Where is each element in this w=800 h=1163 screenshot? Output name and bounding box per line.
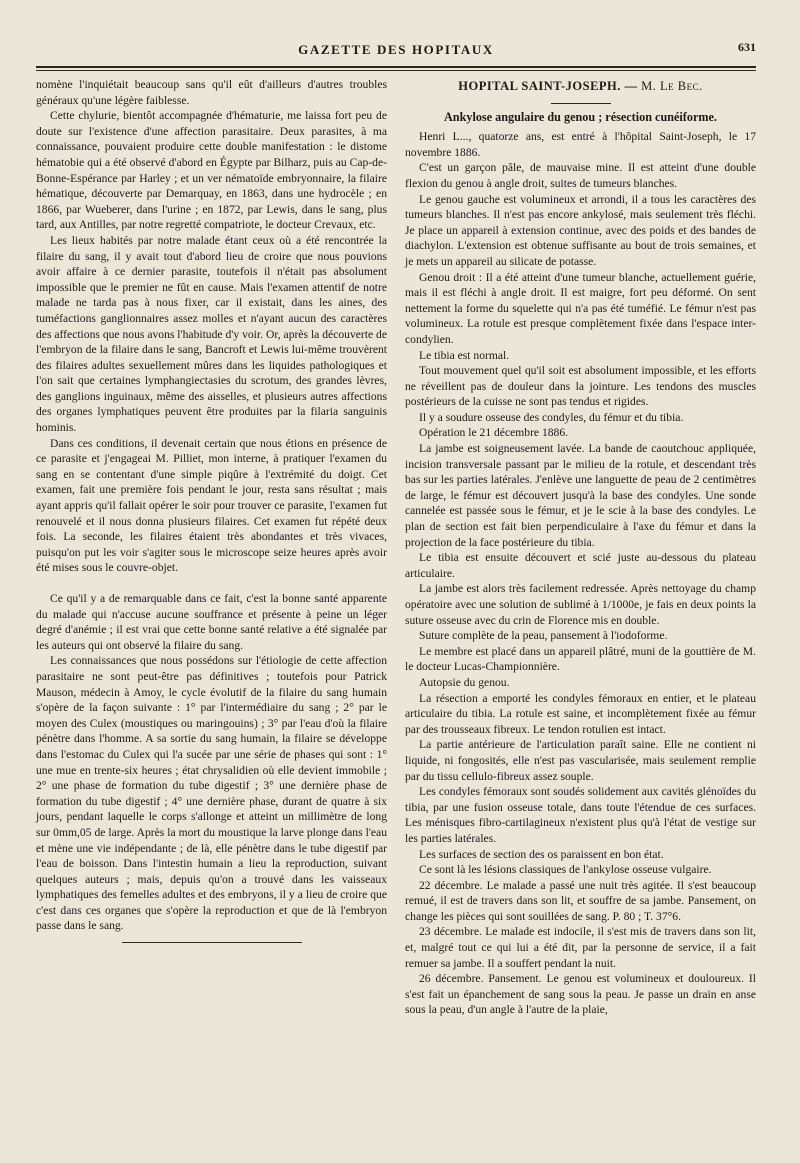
paragraph: Ce sont là les lésions classiques de l'ankylose osseuse vulgaire.: [419, 863, 712, 877]
paragraph: Cette chylurie, bientôt accompagnée d'hématurie, me laissa fort peu de doute sur l'existence d'une affection parasitaire. Deux parasites, à ma connaissance, pouvaient produire cette double manifestation : le distome hématobie qui a été observé d'abord en Égypte par Bilharz, puis au Cap-de-Bonne-Espérance par Harley ; et un ver nématoïde embryonnaire, la filaire hématique, découverte par Demarquay, en 1863, dans une hydrocèle ; en 1866, par Wueberer, dans l'urine ; en 1872, par Lewis, dans le sang, plus tard, aux Antilles, par notre regretté compatriote, le docteur Crevaux, etc.: [36, 109, 387, 232]
paragraph: Tout mouvement quel qu'il soit est absolument impossible, et les efforts ne réveillent pas de douleur dans la jointure. Les tendons des muscles postérieurs de la cuisse ne sont pas tendus et rigides.: [405, 364, 756, 409]
page-number: 631: [738, 40, 756, 54]
running-title: GAZETTE DES HOPITAUX: [298, 42, 494, 57]
page-header: [36, 38, 756, 64]
paragraph: Suture complète de la peau, pansement à l'iodoforme.: [419, 629, 668, 643]
paragraph: La partie antérieure de l'articulation paraît saine. Elle ne contient ni liquide, ni fongosités, elle n'est pas vascularisée, mais seulement remplie par du tissu cellulo-fibreux assez souple.: [405, 738, 756, 783]
paragraph: Les condyles fémoraux sont soudés solidement aux cavités glénoïdes du tibia, par une fusion osseuse totale, dans toute l'étendue de ces surfaces. Les ménisques fibro-cartilagineux n'existent plus qu'à l'état de vestige sur les parties latérales.: [405, 785, 756, 845]
paragraph: Ce qu'il y a de remarquable dans ce fait, c'est la bonne santé apparente du malade qui n'accuse aucune souffrance et présente à peine un léger degré d'anémie ; il est vrai que cette bonne santé relative a été signalée par les auteurs qui ont observé la filaire du sang.: [36, 592, 387, 652]
article-author: M. Le Bec.: [641, 79, 703, 93]
paragraph: La jambe est soigneusement lavée. La bande de caoutchouc appliquée, incision transversale passant par le milieu de la rotule, et descendant très bas sur les parties latérales. J'enlève une languette de peau de 2 centimètres de large, le fémur est découvert jusqu'à la base des condyles. Une sonde cannelée est passée sous le fémur, et je le scie à la base des condyles. Le plan de section est fait bien perpendiculaire à l'axe du fémur et dans la projection de la face postérieure du tibia.: [405, 442, 756, 549]
article-title: [405, 79, 756, 95]
paragraph: Les surfaces de section des os paraissent en bon état.: [419, 847, 664, 861]
article-title-text: HOPITAL SAINT-JOSEPH. —: [458, 79, 642, 93]
paragraph: Le membre est placé dans un appareil plâtré, muni de la gouttière de M. le docteur Lucas-Championnière.: [405, 644, 756, 674]
paragraph: La jambe est alors très facilement redressée. Après nettoyage du champ opératoire avec une solution de sublimé à 1/1000e, je fais en deux points la suture osseuse avec du crin de Florence mis en double.: [405, 582, 756, 627]
paragraph: Henri L..., quatorze ans, est entré à l'hôpital Saint-Joseph, le 17 novembre 1886.: [405, 130, 756, 159]
paragraph: Le genou gauche est volumineux et arrondi, il a tous les caractères des tumeurs blanches. Il n'est pas encore ankylosé, mais seulement très fléchi. Je place un appareil à extension continue, avec des poids et des bandes de diachylon. L'extension est obtenue suffisante au bout de trois semaines, et je mets un appareil au silicate de potasse.: [405, 192, 756, 268]
paragraph: Autopsie du genou.: [419, 675, 510, 689]
paragraph-gap: [36, 576, 387, 591]
paragraph: Dans ces conditions, il devenait certain que nous étions en présence de ce parasite et j'engageai M. Pilliet, mon interne, à pratiquer l'examen du sang en se contentant d'une simple piqûre à l'extrémité du doigt. Cet examen, fait une première fois pendant le jour, resta sans résultat ; mais ayant appris qu'il fallait opérer le soir pour trouver ce parasite, l'examen fut renouvelé et il nous donna plusieurs filaires. Cet examen fut répété deux fois. La seconde, les filaires étaient très abondantes et très vivaces, puisqu'on put les voir s'agiter sous le microscope seize heures après avoir été mises sous le couvre-objet.: [36, 436, 387, 575]
paragraph: Genou droit : Il a été atteint d'une tumeur blanche, actuellement guérie, mais il est fléchi à angle droit. Il est maigre, fort peu déformé. On sent nettement la forme du squelette qui n'a pas été tuméfié. Le fémur n'est pas volumineux. La rotule est presque complètement fixée dans l'espace inter-condylien.: [405, 270, 756, 346]
title-rule: [551, 103, 611, 104]
header-rule-thin: [36, 70, 756, 71]
paragraph: Les connaissances que nous possédons sur l'étiologie de cette affection parasitaire ne sont peut-être pas définitives ; toutefois pour Patrick Mauson, médecin à Amoy, le cycle évolutif de la filaire du sang humain s'opère de la façon suivante : 1° par l'intermédiaire du sang ; 2° par le moyen des Culex (moustiques ou maringouins) ; 3° par l'eau d'où la filaire pénètre dans l'homme. A sa sortie du sang humain, la filaire se développe dans l'estomac du Culex qui l'a sucée par une série de phases qui sont : 1° une mue en trente-six heures ; état chrysalidien où elle devient immobile ; 2° une phase de formation du tube digestif ; 3° une dernière phase de formation du tube digestif ; 4° une dernière phase, durant de quatre à six jours, pendant laquelle le corps s'allonge et atteint un millimètre de long sur 0mm,05 de large. Après la mort du moustique la larve plonge dans l'eau et mène une vie indépendante ; de là, elle pénètre dans le tube digestif par l'eau de boisson. Dans l'intestin humain a lieu la reproduction, suivant quelques auteurs ; mais, depuis qu'on a trouvé dans les vaisseaux lymphatiques des femelles adultes et des embryons, il y a lieu de croire que c'est dans ces organes que s'opère la reproduction et que de là l'embryon passe dans le sang.: [36, 654, 387, 933]
paragraph: nomène l'inquiétait beaucoup sans qu'il eût d'ailleurs d'autres troubles généraux qu'une légère faiblesse.: [36, 78, 387, 107]
header-rule: [36, 66, 756, 68]
right-column: [405, 77, 756, 1018]
paragraph: 26 décembre. Pansement. Le genou est volumineux et douloureux. Il s'est fait un épanchement de sang sous la peau. Je passe un drain en anse sous la peau, d'un angle à l'autre de la plaie,: [405, 972, 756, 1017]
paragraph: Opération le 21 décembre 1886.: [419, 426, 569, 440]
paragraph: Les lieux habités par notre malade étant ceux où a été rencontrée la filaire du sang, il y avait tout d'abord lieu de croire que nous pouvions avoir affaire à ce dernier parasite, toutefois il n'était pas absolument impossible que le premier ne fût en cause. Mais l'examen attentif de notre malade ne tarda pas à nous fixer, car il existait, dans les aines, des tuméfactions ganglionnaires assez molles et n'ayant aucun des caractères des affections que nous avons l'habitude d'y voir. Or, après la découverte de l'embryon de la filaire dans le sang, Bancroft et Lewis lui-même trouvèrent des filaires adultes sexuellement mûres dans les liquides pathologiques et l'on sait que certaines lymphangiectasies du scrotum, des grandes lèvres, des ganglions inguinaux, même des aisselles, et plusieurs autres affections des organes lymphatiques peuvent être produites par la filaria sanguinis hominis.: [36, 233, 387, 435]
paragraph: Il y a soudure osseuse des condyles, du fémur et du tibia.: [419, 410, 684, 424]
two-column-body: [36, 77, 756, 1018]
paragraph: C'est un garçon pâle, de mauvaise mine. Il est atteint d'une double flexion du genou à angle droit, suites de tumeurs blanches.: [405, 161, 756, 190]
left-column: [36, 77, 387, 1018]
paragraph: Le tibia est normal.: [419, 348, 510, 362]
section-end-rule: [122, 942, 302, 943]
paragraph: 23 décembre. Le malade est indocile, il s'est mis de travers dans son lit, et, malgré tout ce qui lui a été dit, par la personne de service, il a fait remuer sa jambe. Il a souffert pendant la nuit.: [405, 925, 756, 970]
paragraph: 22 décembre. Le malade a passé une nuit très agitée. Il s'est beaucoup remué, il est de travers dans son lit, et souffre de sa jambe. Pansement, on change les pièces qui sont souillées de sang. P. 80 ; T. 37°6.: [405, 878, 756, 923]
article-subtitle: Ankylose angulaire du genou ; résection cunéiforme.: [444, 109, 717, 124]
paragraph: Le tibia est ensuite découvert et scié juste au-dessous du plateau articulaire.: [405, 551, 756, 580]
paragraph: La résection a emporté les condyles fémoraux en entier, et le plateau articulaire du tibia. La rotule est saine, et incomplètement fixée au fémur par des trousseaux fibreux. Le tendon rotulien est intact.: [405, 691, 756, 736]
